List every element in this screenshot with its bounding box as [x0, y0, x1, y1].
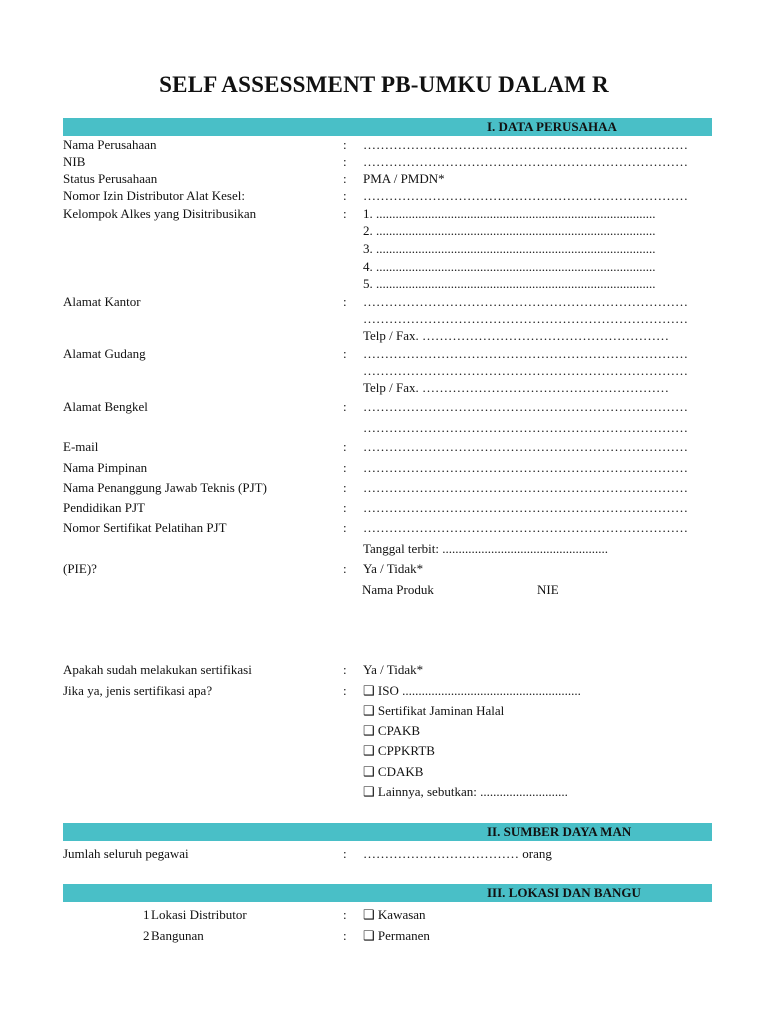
checkbox-iso[interactable]: ❑ ISO ....................................................... [363, 683, 581, 698]
row-nama-pjt [63, 480, 712, 497]
row-sertifikasi [63, 662, 712, 679]
field-blank: ………………………………………………………………… [363, 399, 688, 414]
telp-fax: Telp / Fax. ………………………………………………… [363, 328, 670, 343]
field-label: Apakah sudah melakukan sertifikasi [63, 662, 252, 677]
row-pendidikan-pjt [63, 500, 712, 517]
field-blank: ………………………………………………………………… [363, 137, 688, 152]
field-label: NIB [63, 154, 86, 169]
row-telp-kantor [63, 328, 712, 345]
row-cert-lainnya [63, 784, 712, 801]
row-nama-perusahaan [63, 137, 712, 154]
field-label: Alamat Gudang [63, 346, 146, 361]
colon: : [343, 294, 347, 309]
row-lokasi-distributor [63, 907, 712, 924]
field-blank: ………………………………………………………………… [363, 480, 688, 495]
ya-tidak-value: Ya / Tidak* [363, 662, 424, 677]
tanggal-terbit: Tanggal terbit: ................................................... [363, 541, 608, 556]
alkes-item: 5. ...................................................................................... [363, 276, 656, 291]
row-kelompok-alkes [63, 206, 712, 223]
section-title: II. SUMBER DAYA MAN [487, 824, 632, 839]
alkes-item: 1. ...................................................................................... [363, 206, 656, 221]
field-blank: ………………………………………………………………… [363, 154, 688, 169]
pegawai-value: ……………………………… orang [363, 846, 552, 861]
colon: : [343, 346, 347, 361]
alkes-item: 3. ...................................................................................... [363, 241, 656, 256]
checkbox-lainnya[interactable]: ❑ Lainnya, sebutkan: ........................... [363, 784, 568, 799]
section-header-sumber-daya [63, 823, 712, 841]
colon: : [343, 520, 347, 535]
colon: : [343, 500, 347, 515]
field-label: Alamat Kantor [63, 294, 141, 309]
field-label: (PIE)? [63, 561, 97, 576]
field-label: E-mail [63, 439, 99, 454]
colon: : [343, 171, 347, 186]
field-label: Jika ya, jenis sertifikasi apa? [63, 683, 213, 698]
field-label: Nomor Sertifikat Pelatihan PJT [63, 520, 227, 535]
row-alamat-gudang [63, 346, 712, 363]
row-alkes-3 [63, 241, 712, 258]
row-pie [63, 561, 712, 578]
row-produk-header [63, 582, 712, 599]
row-cert-cpakb [63, 723, 712, 740]
row-alamat-kantor-2 [63, 311, 712, 328]
telp-fax: Telp / Fax. ………………………………………………… [363, 380, 670, 395]
field-label: Jumlah seluruh pegawai [63, 846, 189, 861]
section-header-data-perusahaan [63, 118, 712, 136]
field-blank: ………………………………………………………………… [363, 439, 688, 454]
row-alamat-gudang-2 [63, 363, 712, 380]
colon: : [343, 480, 347, 495]
field-blank: ………………………………………………………………… [363, 420, 688, 435]
row-status-perusahaan [63, 171, 712, 188]
checkbox-jaminan-halal[interactable]: ❑ Sertifikat Jaminan Halal [363, 703, 505, 718]
row-alamat-bengkel-2 [63, 420, 712, 437]
document-title: SELF ASSESSMENT PB-UMKU DALAM R [159, 72, 609, 97]
row-telp-gudang [63, 380, 712, 397]
row-alamat-kantor [63, 294, 712, 311]
colon: : [343, 439, 347, 454]
row-cert-cdakb [63, 764, 712, 781]
colon: : [343, 907, 347, 922]
field-label: Bangunan [151, 928, 204, 943]
row-alamat-bengkel [63, 399, 712, 416]
field-blank: ………………………………………………………………… [363, 188, 688, 203]
row-alkes-2 [63, 223, 712, 240]
checkbox-cdakb[interactable]: ❑ CDAKB [363, 764, 424, 779]
checkbox-cpakb[interactable]: ❑ CPAKB [363, 723, 421, 738]
field-blank: ………………………………………………………………… [363, 500, 688, 515]
colon: : [343, 460, 347, 475]
colon: : [343, 206, 347, 221]
field-blank: ………………………………………………………………… [363, 294, 688, 309]
colon: : [343, 928, 347, 943]
field-label: Nama Penanggung Jawab Teknis (PJT) [63, 480, 267, 495]
colon: : [343, 561, 347, 576]
row-nib [63, 154, 712, 171]
field-blank: ………………………………………………………………… [363, 520, 688, 535]
checkbox-kawasan[interactable]: ❑ Kawasan [363, 907, 426, 922]
row-nomor-izin [63, 188, 712, 205]
row-alkes-5 [63, 276, 712, 293]
row-tanggal-terbit [63, 541, 712, 558]
colon: : [343, 154, 347, 169]
row-nomor-sertifikat-pjt [63, 520, 712, 537]
row-jenis-sertifikasi [63, 683, 712, 700]
field-label: Pendidikan PJT [63, 500, 145, 515]
nama-produk-heading: Nama Produk [362, 582, 434, 597]
field-label: Kelompok Alkes yang Disitribusikan [63, 206, 257, 221]
colon: : [343, 662, 347, 677]
row-number: 2 [143, 928, 150, 943]
colon: : [343, 399, 347, 414]
alkes-item: 4. ...................................................................................... [363, 259, 656, 274]
field-label: Nama Pimpinan [63, 460, 148, 475]
section-header-lokasi-bangunan [63, 884, 712, 902]
row-nama-pimpinan [63, 460, 712, 477]
row-cert-cppkrtb [63, 743, 712, 760]
row-email [63, 439, 712, 456]
field-label: Alamat Bengkel [63, 399, 148, 414]
field-blank: ………………………………………………………………… [363, 311, 688, 326]
status-value: PMA / PMDN* [363, 171, 445, 186]
field-label: Nomor Izin Distributor Alat Kesel: [63, 188, 245, 203]
row-jumlah-pegawai [63, 846, 712, 863]
colon: : [343, 137, 347, 152]
ya-tidak-value: Ya / Tidak* [363, 561, 424, 576]
field-label: Status Perusahaan [63, 171, 158, 186]
row-number: 1 [143, 907, 150, 922]
row-cert-halal [63, 703, 712, 720]
colon: : [343, 846, 347, 861]
colon: : [343, 683, 347, 698]
section-title: I. DATA PERUSAHAA [487, 119, 617, 134]
nie-heading: NIE [537, 582, 559, 597]
field-blank: ………………………………………………………………… [363, 346, 688, 361]
section-title: III. LOKASI DAN BANGU [487, 885, 641, 900]
field-label: Lokasi Distributor [151, 907, 247, 922]
alkes-item: 2. ...................................................................................... [363, 223, 656, 238]
field-blank: ………………………………………………………………… [363, 460, 688, 475]
field-blank: ………………………………………………………………… [363, 363, 688, 378]
field-label: Nama Perusahaan [63, 137, 157, 152]
colon: : [343, 188, 347, 203]
checkbox-permanen[interactable]: ❑ Permanen [363, 928, 430, 943]
row-alkes-4 [63, 259, 712, 276]
checkbox-cppkrtb[interactable]: ❑ CPPKRTB [363, 743, 435, 758]
row-bangunan [63, 928, 712, 945]
